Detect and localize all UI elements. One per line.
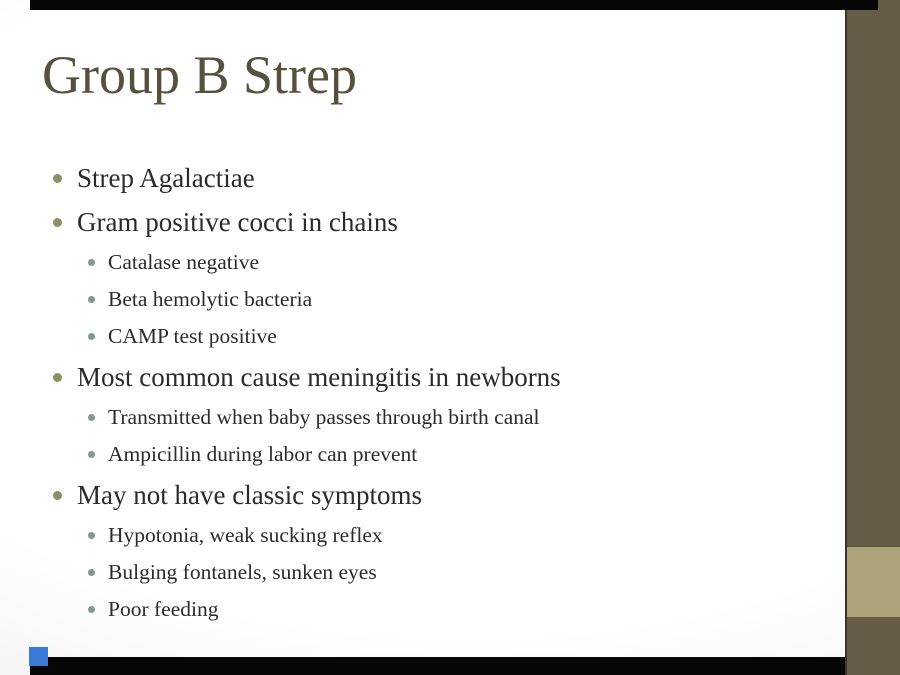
sub-bullet-item <box>0 554 840 591</box>
sub-bullet-item <box>0 318 840 355</box>
bullet-text: Poor feeding <box>108 597 219 621</box>
sub-bullet-item <box>0 281 840 318</box>
bullet-text: CAMP test positive <box>108 324 277 348</box>
bullet-text: Ampicillin during labor can prevent <box>108 442 418 466</box>
bullet-text: Gram positive cocci in chains <box>77 206 398 237</box>
bullet-dot-icon <box>53 373 62 382</box>
bullet-text: Most common cause meningitis in newborns <box>77 361 561 392</box>
player-top-bar <box>30 0 878 10</box>
bullet-text: Bulging fontanels, sunken eyes <box>108 560 377 584</box>
sub-bullet-item <box>0 517 840 554</box>
sub-bullet-dot-icon <box>88 296 95 303</box>
bullet-text: Hypotonia, weak sucking reflex <box>108 523 383 547</box>
slide-title: Group B Strep <box>42 45 357 105</box>
sub-bullet-item <box>0 399 840 436</box>
sub-bullet-dot-icon <box>88 333 95 340</box>
bullet-item <box>0 355 840 399</box>
bullet-dot-icon <box>53 491 62 500</box>
sub-bullet-dot-icon <box>88 606 95 613</box>
bullet-text: Transmitted when baby passes through birth canal <box>108 405 540 429</box>
sub-bullet-item <box>0 436 840 473</box>
bullet-dot-icon <box>53 174 62 183</box>
player-progress-handle[interactable] <box>29 647 48 666</box>
bullet-dot-icon <box>53 218 62 227</box>
sub-bullet-dot-icon <box>88 259 95 266</box>
bullet-text: Catalase negative <box>108 250 260 274</box>
sub-bullet-item <box>0 244 840 281</box>
sub-bullet-dot-icon <box>88 414 95 421</box>
bullet-text: Beta hemolytic bacteria <box>108 287 313 311</box>
side-band <box>845 0 900 675</box>
sub-bullet-dot-icon <box>88 451 95 458</box>
bullet-item <box>0 200 840 244</box>
bullet-list <box>0 156 840 628</box>
side-band-accent-square <box>847 545 900 617</box>
player-progress-track[interactable] <box>30 657 845 675</box>
sub-bullet-item <box>0 591 840 628</box>
sub-bullet-dot-icon <box>88 569 95 576</box>
bullet-text: May not have classic symptoms <box>77 479 422 510</box>
sub-bullet-dot-icon <box>88 532 95 539</box>
bullet-text: Strep Agalactiae <box>77 162 255 193</box>
bullet-item <box>0 156 840 200</box>
bullet-item <box>0 473 840 517</box>
